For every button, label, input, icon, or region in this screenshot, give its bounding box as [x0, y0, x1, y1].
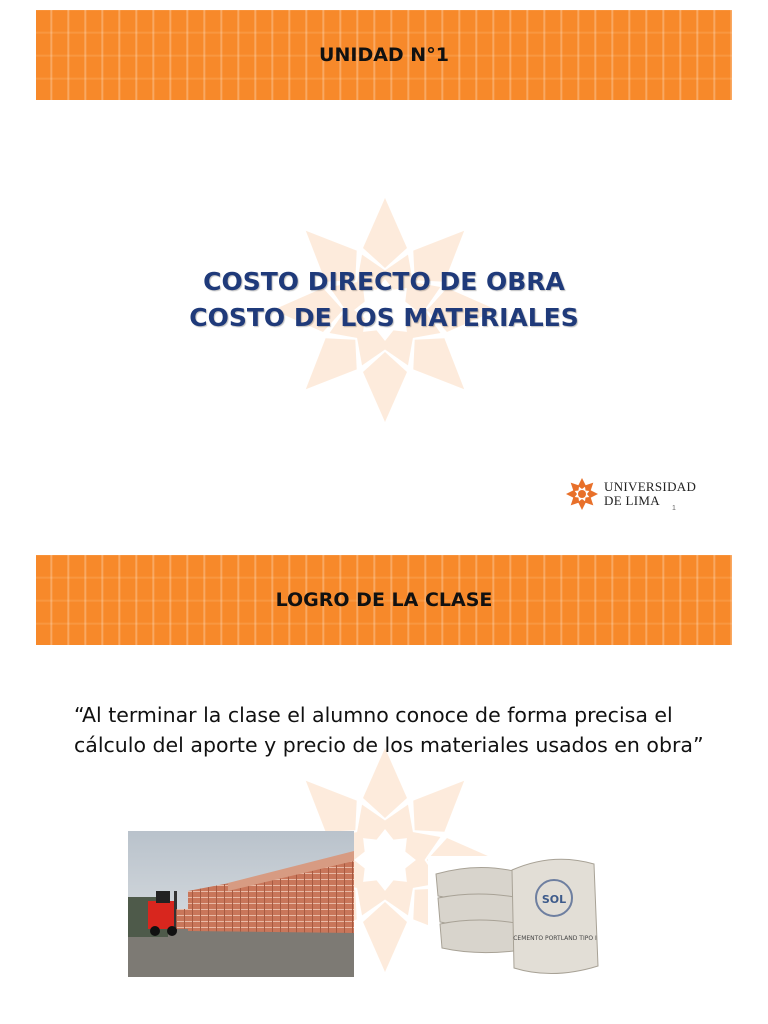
title-line-2: COSTO DE LOS MATERIALES: [189, 303, 579, 332]
objective-banner: [36, 555, 732, 645]
cement-bags-photo: [428, 856, 600, 984]
logo-line-2: DE LIMA: [604, 493, 660, 508]
university-logo: [566, 478, 696, 510]
university-star-icon: [566, 478, 598, 510]
unit-banner: [36, 10, 732, 100]
slide-title: [0, 264, 768, 336]
banner-title: UNIDAD N°1: [319, 44, 449, 66]
page-number: 1: [672, 505, 676, 512]
objective-quote: “Al terminar la clase el alumno conoce de forma precisa el cálculo del aporte y precio de los materiales usados en obra”: [74, 703, 704, 757]
bricks-photo: [128, 831, 354, 977]
banner-title: LOGRO DE LA CLASE: [275, 589, 493, 611]
logo-line-1: UNIVERSIDAD: [604, 479, 697, 494]
bag-label-text: CEMENTO PORTLAND TIPO I: [513, 935, 597, 942]
slide-2: [0, 540, 768, 1024]
title-line-1: COSTO DIRECTO DE OBRA: [203, 267, 565, 296]
bag-brand-text: SOL: [541, 893, 567, 906]
